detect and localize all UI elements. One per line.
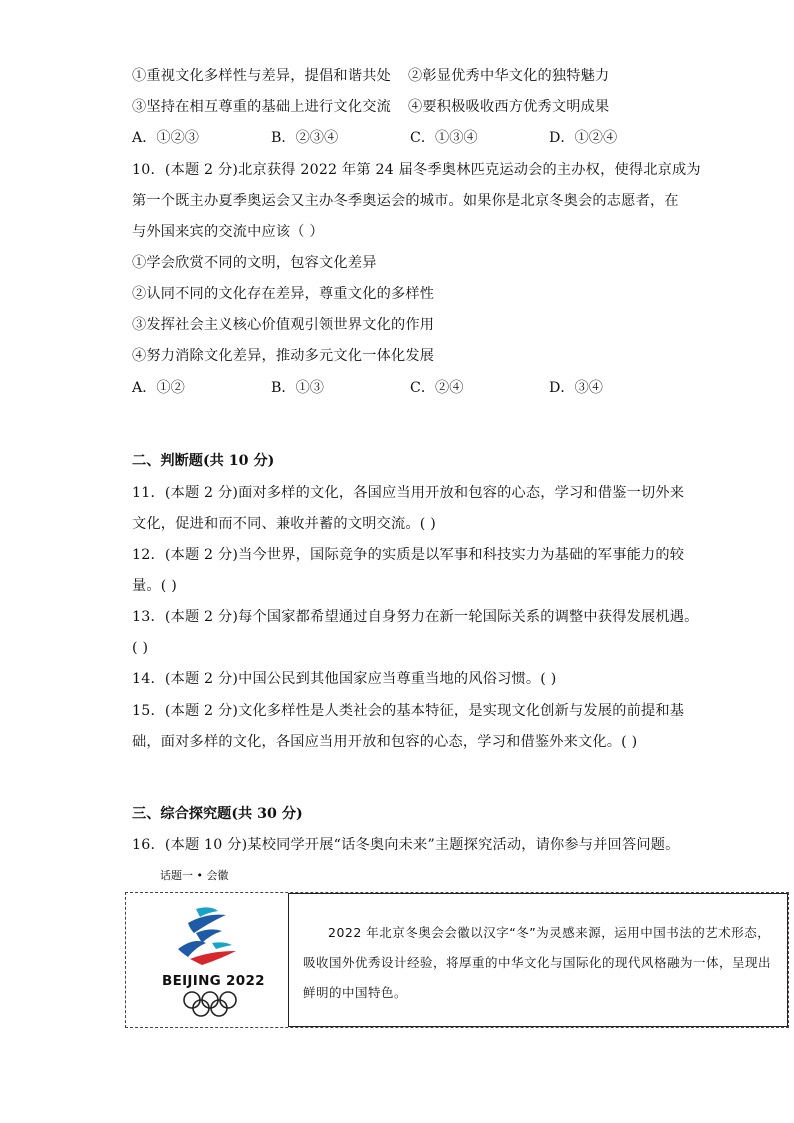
section2-heading: 二、判断题(共 10 分) xyxy=(132,453,275,469)
q10-text-line1: 10．(本题 2 分)北京获得 2022 年第 24 届冬季奥林匹克运动会的主办权，使得北京成为 xyxy=(132,162,701,178)
q10-option-c[interactable]: C．②④ xyxy=(410,380,464,396)
q10-option-a[interactable]: A．①② xyxy=(132,380,185,396)
emblem-cell xyxy=(126,893,289,1027)
q14-line: 14．(本题 2 分)中国公民到其他国家应当尊重当地的风俗习惯。( ) xyxy=(132,671,557,687)
q9-option-c[interactable]: C．①③④ xyxy=(410,130,478,146)
q10-statement-4: ④努力消除文化差异，推动多元文化一体化发展 xyxy=(132,348,435,364)
emblem-table xyxy=(125,892,789,1028)
q11-line2: 文化，促进和而不同、兼收并蓄的文明交流。( ) xyxy=(132,516,436,532)
q10-text-line3: 与外国来宾的交流中应该（ ） xyxy=(132,224,324,240)
q10-option-d[interactable]: D．③④ xyxy=(549,380,603,396)
q10-statement-3: ③发挥社会主义核心价值观引领世界文化的作用 xyxy=(132,317,435,333)
emblem-description-cell xyxy=(289,893,788,1027)
q12-line2: 量。( ) xyxy=(132,578,177,594)
q11-line1: 11．(本题 2 分)面对多样的文化，各国应当用开放和包容的心态，学习和借鉴一切外来 xyxy=(132,485,685,501)
q10-statement-1: ①学会欣赏不同的文明，包容文化差异 xyxy=(132,255,377,271)
q9-option-d[interactable]: D．①②④ xyxy=(549,130,618,146)
q9-option-b[interactable]: B．②③④ xyxy=(271,130,339,146)
section3-heading: 三、综合探究题(共 30 分) xyxy=(132,806,303,822)
q13-line1: 13．(本题 2 分)每个国家都希望通过自身努力在新一轮国际关系的调整中获得发展机遇。 xyxy=(132,609,699,625)
q12-line1: 12．(本题 2 分)当今世界，国际竞争的实质是以军事和科技实力为基础的军事能力的较 xyxy=(132,547,685,563)
q9-option-a[interactable]: A．①②③ xyxy=(132,130,199,146)
q10-text-line2: 第一个既主办夏季奥运会又主办冬季奥运会的城市。如果你是北京冬奥会的志愿者，在 xyxy=(132,193,679,209)
q9-statement-1: ①重视文化多样性与差异，提倡和谐共处 xyxy=(132,68,391,84)
q16-line: 16．(本题 10 分)某校同学开展“话冬奥向未来”主题探究活动，请你参与并回答问题。 xyxy=(132,837,680,853)
topic-caption: 话题一 • 会徽 xyxy=(160,869,229,882)
beijing-2022-logo-text: BEIJING 2022 xyxy=(162,973,265,989)
q13-line2: ( ) xyxy=(132,640,149,656)
q10-option-b[interactable]: B．①③ xyxy=(271,380,324,396)
olympic-rings-icon xyxy=(182,990,238,1018)
q10-statement-2: ②认同不同的文化存在差异，尊重文化的多样性 xyxy=(132,286,435,302)
q15-line1: 15．(本题 2 分)文化多样性是人类社会的基本特征，是实现文化创新与发展的前提和基 xyxy=(132,703,685,719)
q9-statement-2: ②彰显优秀中华文化的独特魅力 xyxy=(408,68,610,84)
q15-line2: 础，面对多样的文化，各国应当用开放和包容的心态，学习和借鉴外来文化。( ) xyxy=(132,734,638,750)
q9-statement-4: ④要积极吸收西方优秀文明成果 xyxy=(408,99,610,115)
emblem-description: 2022 年北京冬奥会会徽以汉字“冬”为灵感来源，运用中国书法的艺术形态，吸收国外优秀设计经验，将厚重的中华文化与国际化的现代风格融为一体，呈现出鲜明的中国特色。 xyxy=(303,925,772,1000)
beijing-2022-emblem-icon xyxy=(166,903,250,971)
q9-statement-3: ③坚持在相互尊重的基础上进行文化交流 xyxy=(132,99,391,115)
